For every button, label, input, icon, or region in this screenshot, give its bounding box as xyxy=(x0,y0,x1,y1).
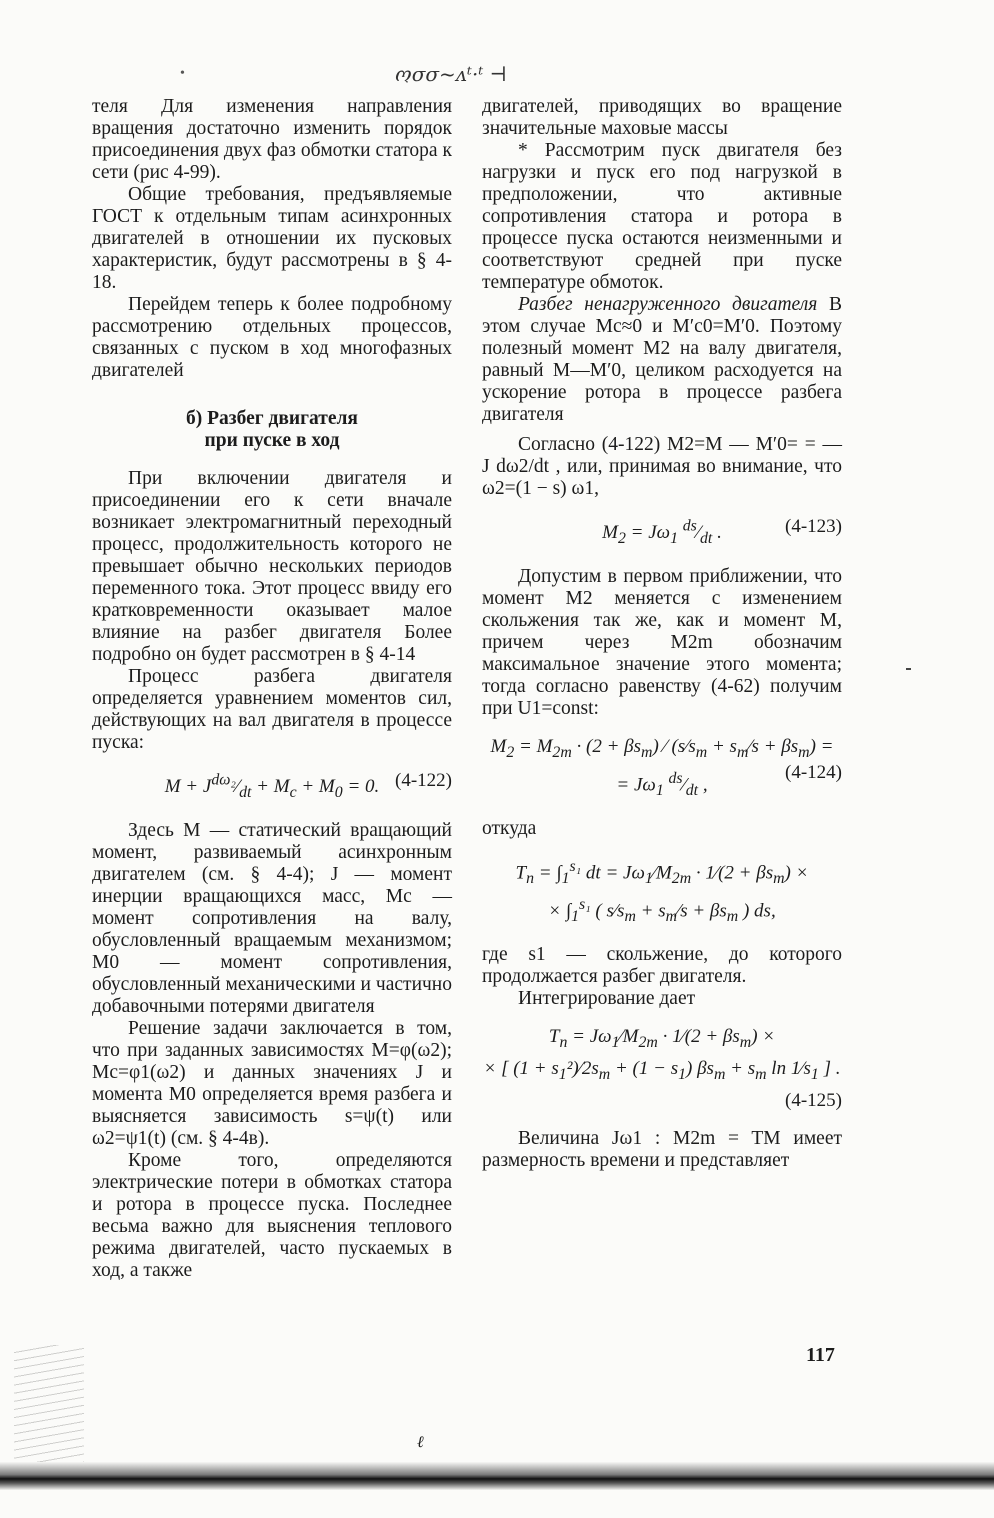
paragraph: Процесс разбега двигателя определяется уравнением моментов сил, действующих на вал двигателя в процессе пуска: xyxy=(92,666,452,753)
page-number: 117 xyxy=(806,1344,835,1366)
paragraph: Перейдем теперь к более подробному рассмотрению отдельных процессов, связанных с пуском в ход многофазных двигателей xyxy=(92,294,452,381)
equation-number: (4-122) xyxy=(395,770,452,791)
section-heading xyxy=(92,408,452,452)
paragraph: Здесь М — статический вращающий момент, развиваемый асинхронным двигателем (см. § 4-4); J — момент инерции вращающихся масс, Мс — момент сопротивления на валу, обусловленный вращаемым механизмом; М0 — момент сопротивления, обусловленный механическими и частично добавочными потерями двигателя xyxy=(92,820,452,1018)
equation-integral xyxy=(482,854,842,930)
bottom-mark: ℓ xyxy=(417,1434,424,1451)
spacer xyxy=(482,426,842,434)
equation-4-122 xyxy=(92,768,452,806)
paragraph: Допустим в первом приближении, что момент М2 меняется с изменением скольжения так же, как и момент М, причем через М2m обозначим максимальное значение этого момента; тогда согласно равенству (4-62) получим при U1=const: xyxy=(482,566,842,720)
equation-body: $M + J^{d\omega_2}⁄_{dt} + M_c + M_0 = 0$. xyxy=(164,772,380,802)
paragraph: Согласно (4-122) М2=М — М′0= = — J dω2/dt , или, принимая во внимание, что ω2=(1 − s) ω1, xyxy=(482,434,842,499)
paragraph: Кроме того, определяются электрические потери в обмотках статора и ротора в процессе пуска. Последнее весьма важно для выяснения теплового режима двигателей, часто пускаемых в ход, а также xyxy=(92,1150,452,1282)
paragraph: При включении двигателя и присоединении его к сети вначале возникает электромагнитный переходный процесс, продолжительность которого не превышает обычно нескольких периодов переменного тока. Этот процесс ввиду его кратковременности оказывает малое влияние на разбег двигателя Более подробно он будет рассмотрен в § 4-14 xyxy=(92,468,452,665)
equation-4-124 xyxy=(482,734,842,804)
scan-noise xyxy=(14,1345,84,1465)
equation-body: $M_2 = J\omega_1$ $^{ds}⁄_{dt}$ . xyxy=(602,518,722,548)
equation-number: (4-123) xyxy=(785,516,842,537)
scan-speck: • xyxy=(180,66,185,81)
handwritten-note: ოσσ~ᴧᵗ·ᵗ ⊣ xyxy=(395,62,507,86)
paragraph-text: В этом случае Мс≈0 и М′с0=М′0. Поэтому полезный момент М2 на валу двигателя, равный М—М′0, целиком расходуется на ускорение ротора в процессе разбега двигателя xyxy=(482,294,842,425)
scan-edge-band xyxy=(0,1462,994,1490)
equation-line: = $J\omega_1$ $^{ds}⁄_{dt}$ , xyxy=(616,769,708,800)
paragraph: Интегрирование дает xyxy=(518,988,696,1010)
scan-mark xyxy=(906,668,911,670)
equation-line: $T_п = \int_1^{s_1}$ dt = $J\omega_1⁄M_{2m}$ · 1⁄(2 + $\beta s_m$) × xyxy=(515,858,809,888)
paragraph: Общие требования, предъявляемые ГОСТ к отдельным типам асинхронных двигателей в отношении их пусковых характеристик, будут рассмотрены в § 4-18. xyxy=(92,184,452,293)
italic-subheading: Разбег ненагруженного двигателя xyxy=(518,294,818,315)
heading-line: б) Разбег двигателя xyxy=(186,408,358,429)
paragraph: Решение задачи заключается в том, что при заданных зависимостях М=φ(ω2); Мс=φ1(ω2) и данных значениях J и момента М0 определяется время разбега и выясняется зависимость s=ψ(t) или ω2=ψ1(t) (см. § 4-4в). xyxy=(92,1018,452,1150)
equation-line: $M_2 = M_{2m} \cdot (2 + \beta s_m)$ ⁄ ($s⁄s_m$ + $s_m⁄s + \beta s_m$) = xyxy=(490,736,834,761)
equation-4-123 xyxy=(482,514,842,552)
paragraph: откуда xyxy=(482,818,537,840)
equation-line: $T_п$ = $J\omega_1⁄M_{2m}$ · 1⁄(2 + $\beta s_m$) × xyxy=(548,1026,776,1052)
paragraph: где s1 — скольжение, до которого продолжается разбег двигателя. xyxy=(482,944,842,988)
equation-4-125 xyxy=(482,1024,842,1114)
paragraph: теля Для изменения направления вращения достаточно изменить порядок присоединения двух фаз обмотки статора к сети (рис 4-99). xyxy=(92,96,452,183)
paragraph: двигателей, приводящих во вращение значительные маховые массы xyxy=(482,96,842,139)
heading-line: при пуске в ход xyxy=(204,430,340,451)
paragraph xyxy=(482,294,842,426)
equation-line: × $\int_1^{s_1}$ ( $s⁄s_m$ + $s_m⁄s + \beta s_m$ ) ds, xyxy=(548,896,776,926)
left-column xyxy=(92,96,452,1282)
equation-line: × [ $(1 + s_1^2)⁄2s_m + (1 - s_1)$ $\beta s_m + s_m$ $\ln 1⁄s_1$ ] . xyxy=(483,1058,841,1083)
paragraph: Величина Jω1 : M2m = TМ имеет размерность времени и представляет xyxy=(482,1127,842,1171)
equation-number: (4-125) xyxy=(785,1089,842,1111)
paragraph: * Рассмотрим пуск двигателя без нагрузки и пуск его под нагрузкой в предположении, что активные сопротивления статора и ротора в процессе пуска остаются неизменными и соответствуют средней при пуске температуре обмоток. xyxy=(482,140,842,293)
right-column xyxy=(482,96,842,1172)
equation-number: (4-124) xyxy=(785,762,842,784)
